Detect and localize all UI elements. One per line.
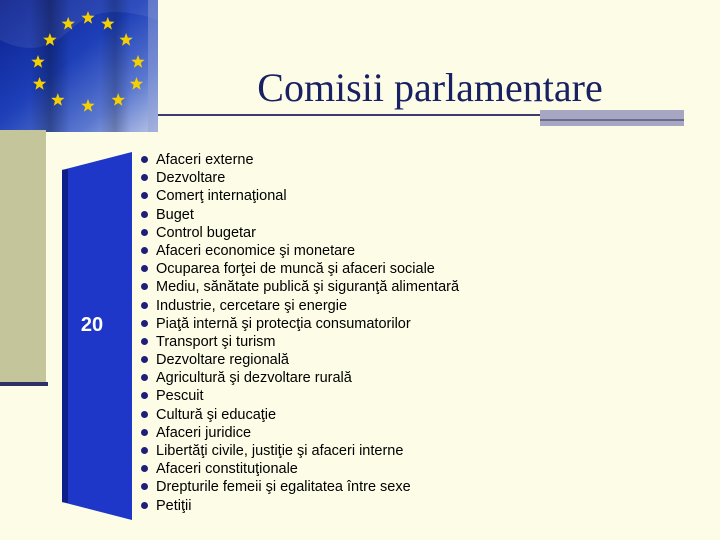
committee-item <box>140 169 459 187</box>
bullet-dot-icon <box>141 429 148 436</box>
committee-item <box>140 497 459 515</box>
title-accent-bar <box>540 110 684 126</box>
bullet-dot-icon <box>141 356 148 363</box>
committee-item <box>140 351 459 369</box>
committee-name: Petiţii <box>156 497 192 514</box>
committee-item <box>140 315 459 333</box>
committee-item <box>140 424 459 442</box>
committee-item <box>140 151 459 169</box>
committee-name: Comerţ internaţional <box>156 188 287 205</box>
committee-name: Agricultură şi dezvoltare rurală <box>156 370 352 387</box>
committee-item <box>140 242 459 260</box>
bullet-dot-icon <box>141 211 148 218</box>
committee-item <box>140 260 459 278</box>
committee-item <box>140 406 459 424</box>
committee-item <box>140 187 459 205</box>
committee-name: Industrie, cercetare şi energie <box>156 297 348 314</box>
committee-name: Afaceri externe <box>156 152 254 168</box>
committee-list <box>140 151 459 515</box>
left-decor-panel <box>0 130 46 382</box>
committee-name: Control bugetar <box>156 224 256 241</box>
bullet-dot-icon <box>141 338 148 345</box>
committee-name: Dezvoltare regională <box>156 352 289 369</box>
bullet-dot-icon <box>141 283 148 290</box>
bullet-dot-icon <box>141 265 148 272</box>
bullet-dot-icon <box>141 392 148 399</box>
committee-item <box>140 333 459 351</box>
committee-item <box>140 297 459 315</box>
bullet-dot-icon <box>141 174 148 181</box>
committee-name: Mediu, sănătate publică şi siguranţă alimentară <box>156 279 460 296</box>
committee-name: Ocuparea forţei de muncă şi afaceri sociale <box>156 261 435 278</box>
slide-title: Comisii parlamentare <box>257 65 603 110</box>
committee-item <box>140 206 459 224</box>
bullet-dot-icon <box>141 447 148 454</box>
bullet-dot-icon <box>141 192 148 199</box>
committee-count: 20 <box>80 314 104 336</box>
bullet-dot-icon <box>141 156 148 163</box>
committee-item <box>140 460 459 478</box>
committee-item <box>140 478 459 496</box>
committee-name: Transport şi turism <box>156 333 276 350</box>
committee-name: Drepturile femeii şi egalitatea între sexe <box>156 479 411 496</box>
committee-name: Pescuit <box>156 388 204 405</box>
title-underline <box>158 114 540 116</box>
bullet-dot-icon <box>141 483 148 490</box>
bullet-dot-icon <box>141 302 148 309</box>
committee-name: Buget <box>156 206 194 223</box>
bullet-dot-icon <box>141 465 148 472</box>
bullet-dot-icon <box>141 229 148 236</box>
committee-name: Piaţă internă şi protecţia consumatorilor <box>156 315 411 332</box>
committee-name: Dezvoltare <box>156 170 226 187</box>
left-decor-base <box>0 382 48 386</box>
committee-item <box>140 369 459 387</box>
bullet-dot-icon <box>141 411 148 418</box>
committee-item <box>140 224 459 242</box>
committee-item <box>140 442 459 460</box>
bullet-dot-icon <box>141 247 148 254</box>
committee-name: Afaceri economice şi monetare <box>156 242 356 259</box>
bullet-dot-icon <box>141 374 148 381</box>
bullet-dot-icon <box>141 320 148 327</box>
committee-item <box>140 387 459 405</box>
committee-name: Cultură şi educaţie <box>156 406 277 423</box>
eu-flag-image <box>0 0 158 132</box>
committee-name: Libertăţi civile, justiţie şi afaceri interne <box>156 443 404 459</box>
title-accent-line <box>540 119 684 121</box>
committee-name: Afaceri juridice <box>156 424 252 441</box>
committee-name: Afaceri constituţionale <box>156 461 298 478</box>
bullet-dot-icon <box>141 502 148 509</box>
committee-item <box>140 278 459 296</box>
